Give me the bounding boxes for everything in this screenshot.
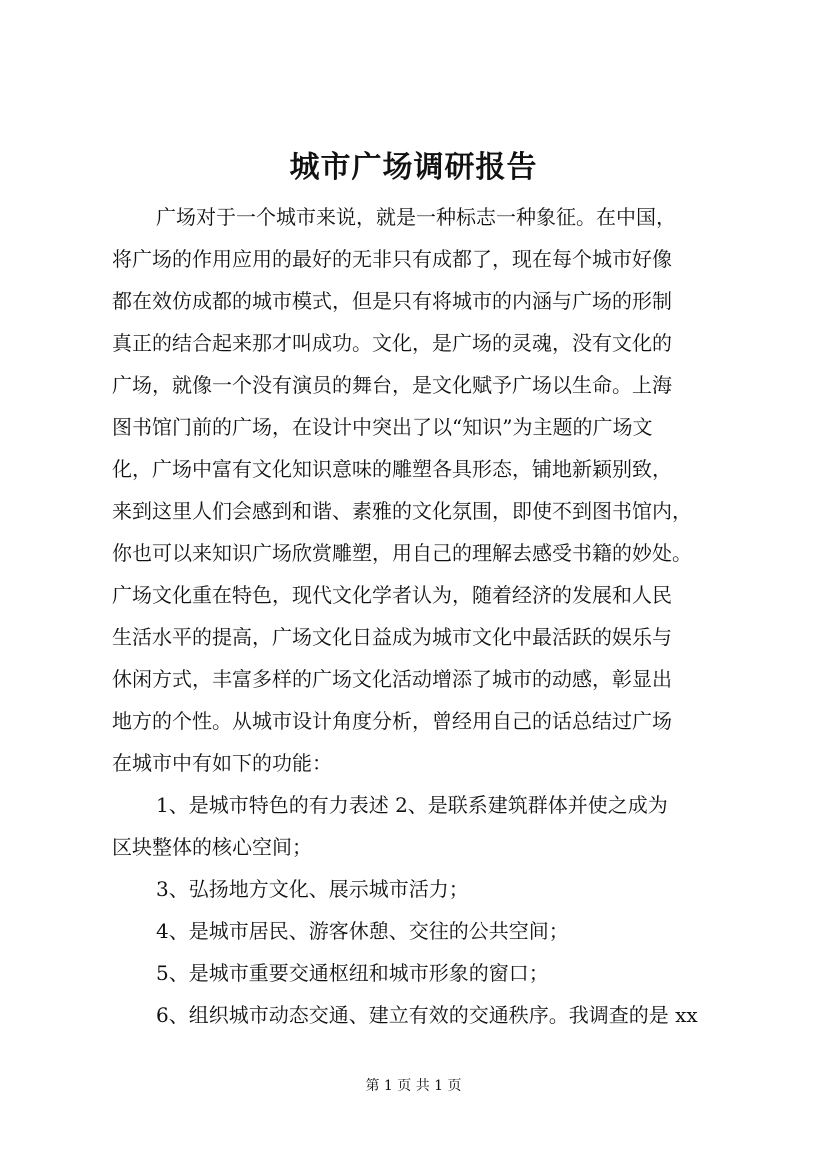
document-title: 城市广场调研报告 xyxy=(289,150,538,185)
body-line: 广场对于一个城市来说，就是一种标志一种象征。在中国， xyxy=(156,205,676,229)
page-footer: 第 1 页 共 1 页 xyxy=(365,1078,462,1094)
body-line: 真正的结合起来那才叫成功。文化，是广场的灵魂，没有文化的 xyxy=(112,331,672,355)
body-line: 都在效仿成都的城市模式，但是只有将城市的内涵与广场的形制 xyxy=(112,289,672,313)
list-item: 6、组织城市动态交通、建立有效的交通秩序。我调查的是 xx xyxy=(156,1003,698,1027)
list-item: 3、弘扬地方文化、展示城市活力； xyxy=(156,877,469,901)
list-item: 1、是城市特色的有力表述 2、是联系建筑群体并使之成为 xyxy=(156,793,668,817)
body-line: 广场文化重在特色，现代文化学者认为，随着经济的发展和人民 xyxy=(112,583,672,607)
body-line: 图书馆门前的广场，在设计中突出了以“知识”为主题的广场文 xyxy=(112,415,653,439)
body-line: 化，广场中富有文化知识意味的雕塑各具形态，铺地新颖别致， xyxy=(112,457,672,481)
body-line: 广场，就像一个没有演员的舞台，是文化赋予广场以生命。上海 xyxy=(112,373,672,397)
list-item: 4、是城市居民、游客休憩、交往的公共空间； xyxy=(156,919,569,943)
body-line: 休闲方式，丰富多样的广场文化活动增添了城市的动感，彰显出 xyxy=(112,667,672,691)
list-item: 5、是城市重要交通枢纽和城市形象的窗口； xyxy=(156,961,549,985)
document-body xyxy=(112,196,732,1036)
body-line: 你也可以来知识广场欣赏雕塑，用自己的理解去感受书籍的妙处。 xyxy=(112,541,692,565)
body-line: 在城市中有如下的功能： xyxy=(112,751,332,775)
body-line: 地方的个性。从城市设计角度分析，曾经用自己的话总结过广场 xyxy=(112,709,672,733)
body-line: 将广场的作用应用的最好的无非只有成都了，现在每个城市好像 xyxy=(112,247,672,271)
body-line: 生活水平的提高，广场文化日益成为城市文化中最活跃的娱乐与 xyxy=(112,625,672,649)
list-item-continuation: 区块整体的核心空间； xyxy=(112,835,312,859)
body-line: 来到这里人们会感到和谐、素雅的文化氛围，即使不到图书馆内， xyxy=(112,499,692,523)
